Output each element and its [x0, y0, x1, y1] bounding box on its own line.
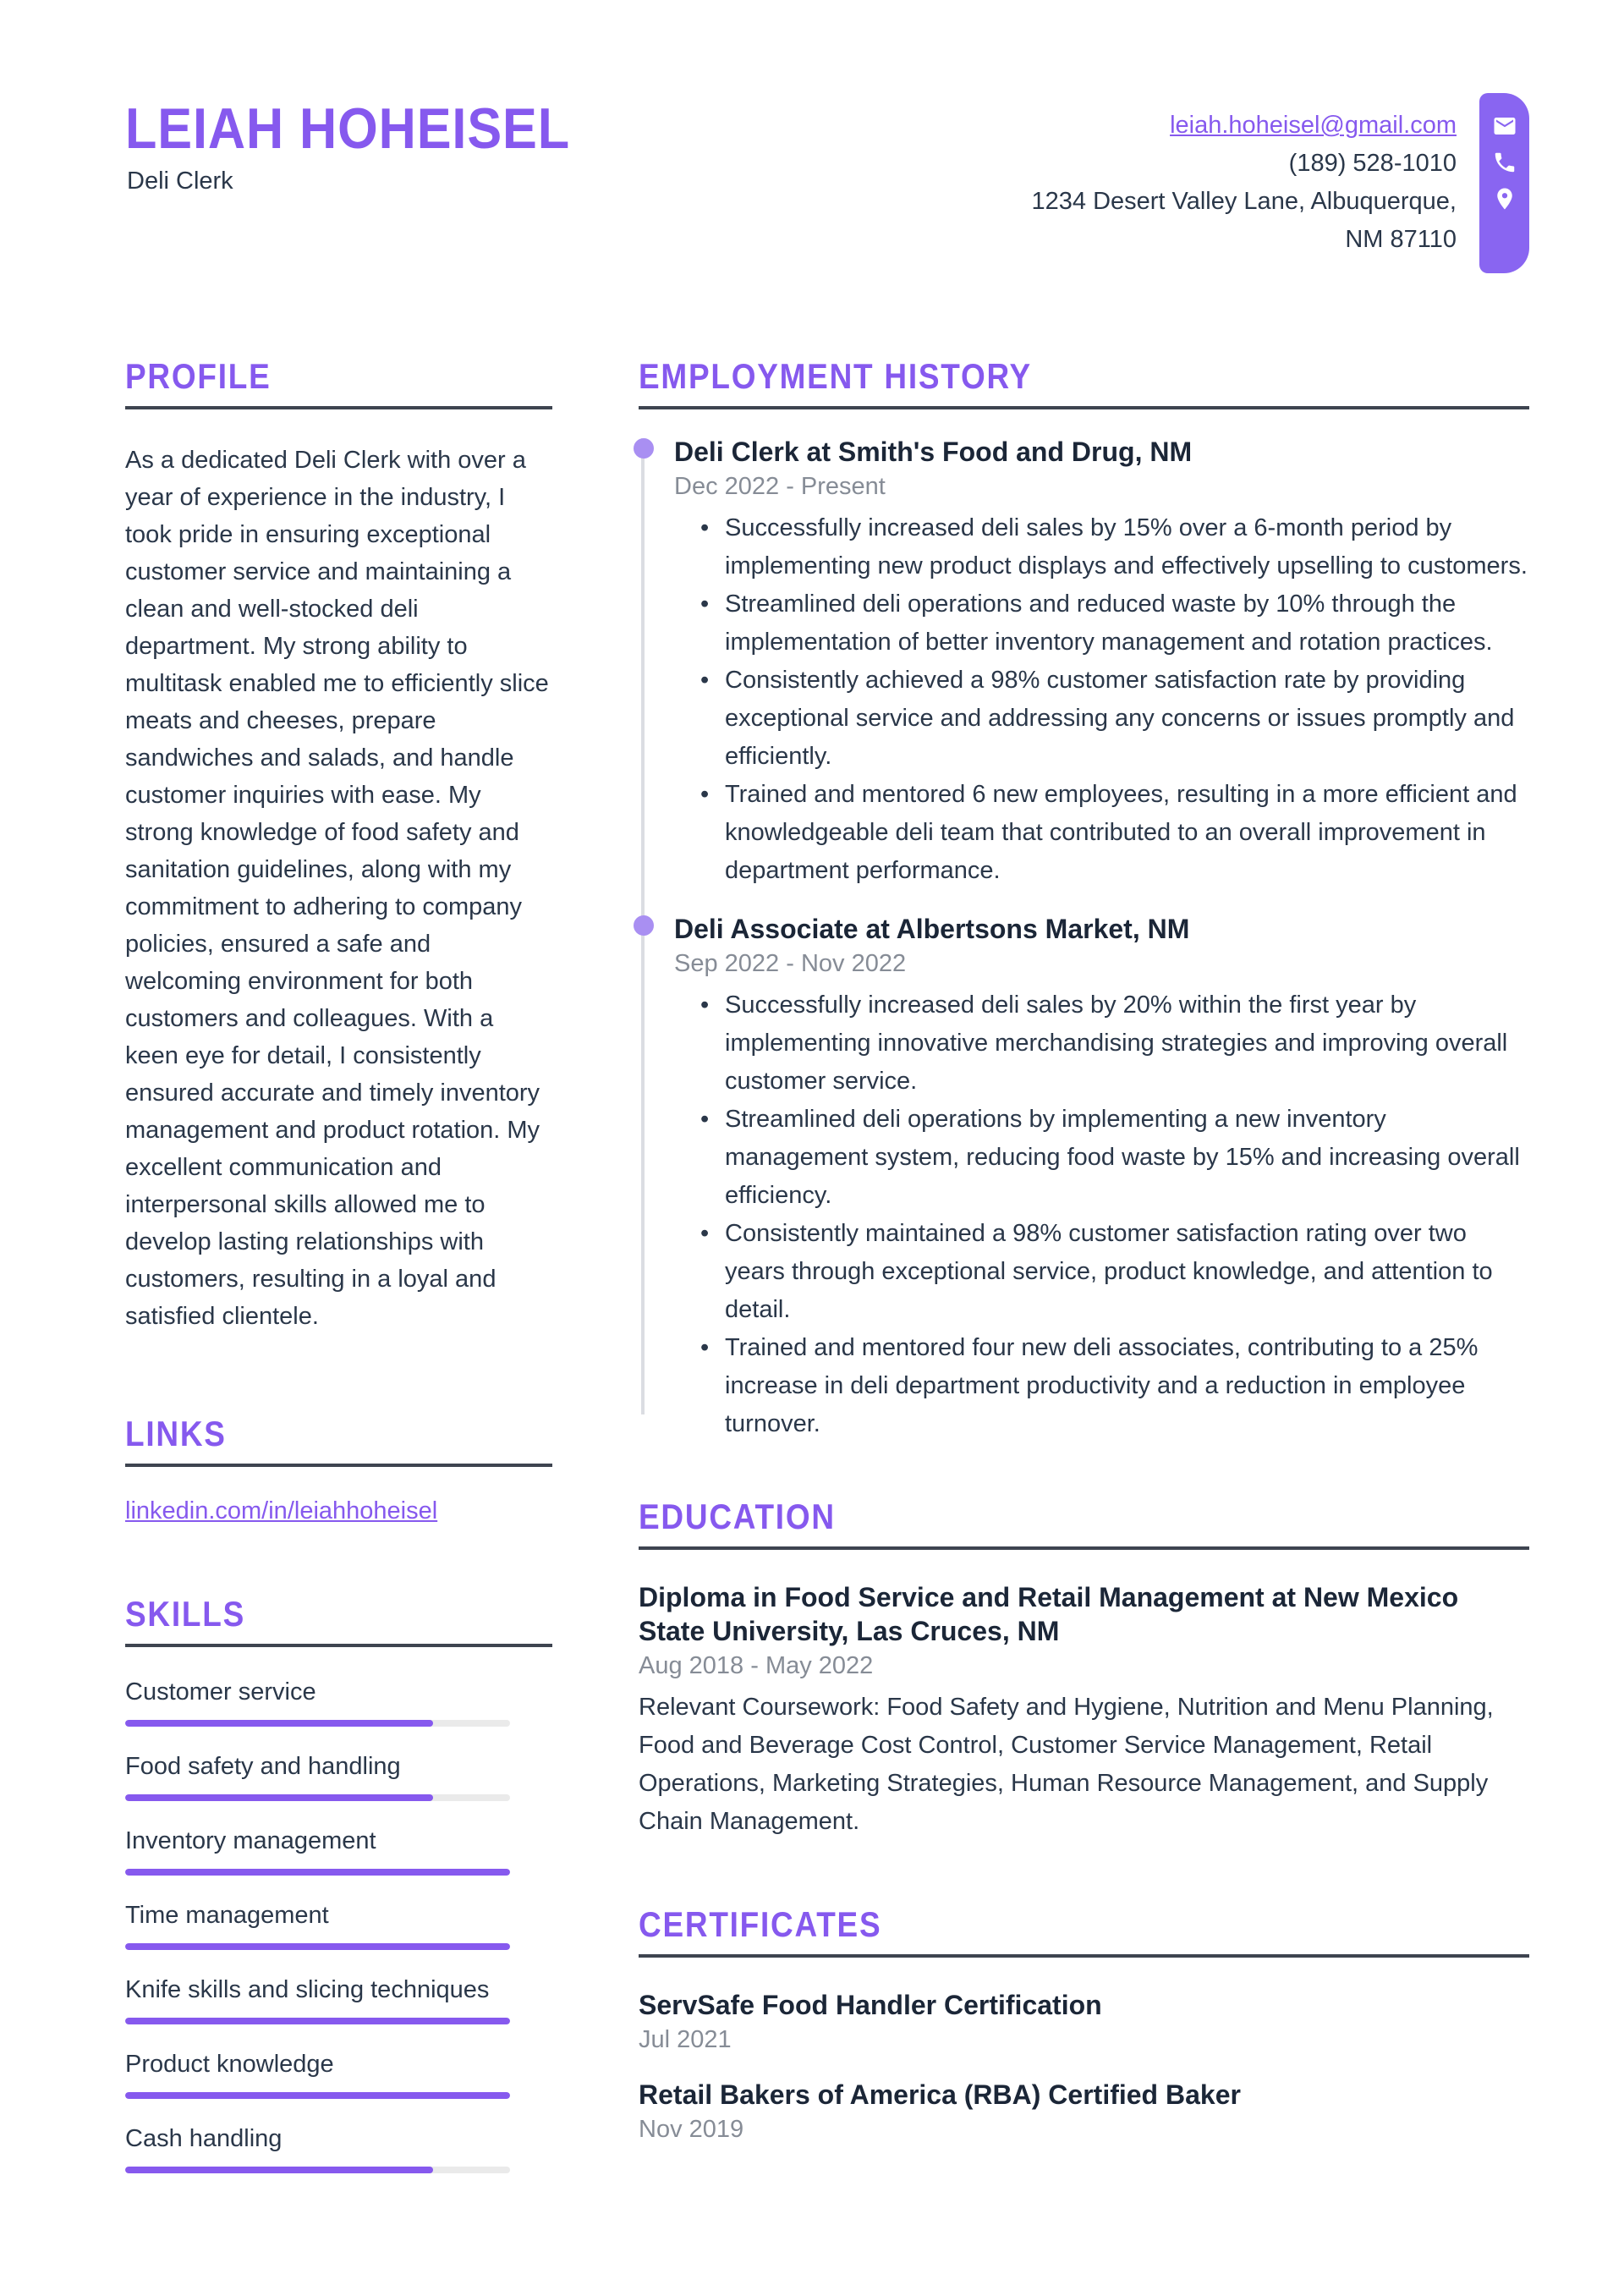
skill-item — [125, 1826, 552, 1876]
certificates-heading: CERTIFICATES — [639, 1904, 882, 1944]
skill-bar-track — [125, 2167, 510, 2173]
job-title-line: Deli Clerk at Smith's Food and Drug, NM — [674, 437, 1193, 467]
education-title: Diploma in Food Service and Retail Management at New Mexico State University, Las Cruces, NM — [639, 1582, 1459, 1646]
job-bullet: • Streamlined deli operations by implementing a new inventory management system, reducing food waste by 15% and increasing overall efficiency. — [674, 1101, 1529, 1215]
skill-bar-fill — [125, 2167, 433, 2173]
job-bullet: • Trained and mentored 6 new employees, resulting in a more efficient and knowledgeable deli team that contributed to an overall improvement in department performance. — [674, 776, 1529, 890]
job-bullet-list — [674, 986, 1529, 1443]
skill-bar-track — [125, 1794, 510, 1801]
skill-item — [125, 1975, 552, 2024]
contact-phone: (189) 528-1010 — [1288, 150, 1457, 177]
job-entry — [639, 912, 1529, 1443]
contact-address-line-1: 1234 Desert Valley Lane, Albuquerque, — [1031, 188, 1457, 215]
education-dates: Aug 2018 - May 2022 — [639, 1652, 874, 1679]
skill-bar-track — [125, 1720, 510, 1727]
skill-label: Inventory management — [125, 1827, 376, 1854]
job-title-line: Deli Associate at Albertsons Market, NM — [674, 914, 1190, 944]
skill-bar-track — [125, 2092, 510, 2099]
email-link[interactable]: leiah.hoheisel@gmail.com — [1170, 112, 1457, 139]
skill-item — [125, 1752, 552, 1801]
certificate-title: Retail Bakers of America (RBA) Certified Baker — [639, 2079, 1241, 2110]
skill-label: Knife skills and slicing techniques — [125, 1976, 490, 2003]
right-column — [639, 356, 1529, 2173]
contact-icon-bar — [1479, 93, 1529, 273]
employment-heading: EMPLOYMENT HISTORY — [639, 356, 1032, 396]
skill-item — [125, 1678, 552, 1727]
education-heading: EDUCATION — [639, 1497, 836, 1536]
job-bullet: • Consistently achieved a 98% customer satisfaction rate by providing exceptional service and addressing any concerns or issues promptly and efficiently. — [674, 662, 1529, 776]
skill-bar-fill — [125, 1794, 433, 1801]
education-description: Relevant Coursework: Food Safety and Hygiene, Nutrition and Menu Planning, Food and Beverage Cost Control, Customer Service Management, Retail Operations, Marketing Strategies, Human Resource Management, and Supply Chain Management. — [639, 1694, 1494, 1835]
skill-bar-track — [125, 2018, 510, 2024]
skill-bar-fill — [125, 1869, 510, 1876]
candidate-job-title: Deli Clerk — [127, 168, 233, 195]
section-divider — [639, 1546, 1529, 1550]
skill-label: Product knowledge — [125, 2051, 334, 2078]
section-divider — [125, 1644, 552, 1647]
skill-bar-fill — [125, 1720, 433, 1727]
job-bullet: • Successfully increased deli sales by 20% within the first year by implementing innovative merchandising strategies and improving overall customer service. — [674, 986, 1529, 1101]
skill-bar-fill — [125, 2092, 510, 2099]
links-section — [125, 1416, 552, 1525]
envelope-icon — [1492, 113, 1517, 139]
skill-label: Customer service — [125, 1678, 316, 1706]
section-divider — [639, 406, 1529, 409]
profile-section — [125, 356, 552, 1335]
job-bullet: • Streamlined deli operations and reduced waste by 10% through the implementation of better inventory management and rotation practices. — [674, 585, 1529, 662]
employment-section — [639, 356, 1529, 1443]
skills-heading: SKILLS — [125, 1594, 245, 1634]
skill-item — [125, 2124, 552, 2173]
section-divider — [125, 406, 552, 409]
skill-item — [125, 1901, 552, 1950]
education-section — [639, 1499, 1529, 1841]
skill-bar-track — [125, 1869, 510, 1876]
certificate-entry — [639, 2078, 1529, 2142]
education-entry — [639, 1580, 1529, 1841]
job-dates: Sep 2022 - Nov 2022 — [674, 950, 907, 977]
timeline-dot — [634, 915, 654, 936]
timeline-dot — [634, 438, 654, 459]
job-bullet: • Trained and mentored four new deli associates, contributing to a 25% increase in deli department productivity and a reduction in employee turnover. — [674, 1329, 1529, 1443]
job-bullet: • Successfully increased deli sales by 15% over a 6-month period by implementing new product displays and effectively upselling to customers. — [674, 509, 1529, 585]
job-bullet: • Consistently maintained a 98% customer satisfaction rating over two years through exceptional service, product knowledge, and attention to detail. — [674, 1215, 1529, 1329]
skill-label: Food safety and handling — [125, 1753, 401, 1780]
job-bullet-list — [674, 509, 1529, 890]
contact-email-row — [1032, 107, 1457, 145]
certificates-section — [639, 1904, 1529, 2143]
employment-timeline — [639, 435, 1529, 1443]
phone-icon — [1492, 150, 1517, 175]
certificate-entry — [639, 1988, 1529, 2052]
skills-section — [125, 1596, 552, 2173]
skill-bar-fill — [125, 1943, 510, 1950]
left-column — [125, 356, 552, 2173]
links-heading: LINKS — [125, 1414, 227, 1453]
skill-label: Time management — [125, 1902, 329, 1929]
certificate-date: Jul 2021 — [639, 2026, 732, 2053]
skill-item — [125, 2050, 552, 2099]
content-columns — [125, 356, 1529, 2173]
candidate-name: LEIAH HOHEISEL — [125, 96, 571, 161]
job-entry — [639, 435, 1529, 890]
skill-bar-fill — [125, 2018, 510, 2024]
certificate-date: Nov 2019 — [639, 2116, 744, 2143]
map-pin-icon — [1492, 186, 1517, 211]
skill-bar-track — [125, 1943, 510, 1950]
profile-heading: PROFILE — [125, 356, 272, 396]
skill-label: Cash handling — [125, 2125, 283, 2152]
section-divider — [639, 1954, 1529, 1958]
job-dates: Dec 2022 - Present — [674, 473, 886, 500]
section-divider — [125, 1464, 552, 1467]
contact-block — [1032, 107, 1457, 259]
linkedin-link[interactable]: linkedin.com/in/leiahhoheisel — [125, 1497, 438, 1524]
certificate-title: ServSafe Food Handler Certification — [639, 1990, 1102, 2020]
contact-address-line-2: NM 87110 — [1345, 226, 1457, 253]
profile-text: As a dedicated Deli Clerk with over a year of experience in the industry, I took pride in ensuring exceptional customer service and maintaining a clean and well-stocked deli department. My strong ability to multitask enabled me to efficiently slice meats and cheeses, prepare sandwiches and salads, and handle customer inquiries with ease. My strong knowledge of food safety and sanitation guidelines, along with my commitment to adhering to company policies, ensured a safe and welcoming environment for both customers and colleagues. With a keen eye for detail, I consistently ensured accurate and timely inventory management and product rotation. My excellent communication and interpersonal skills allowed me to develop lasting relationships with customers, resulting in a loyal and satisfied clientele. — [125, 447, 549, 1330]
